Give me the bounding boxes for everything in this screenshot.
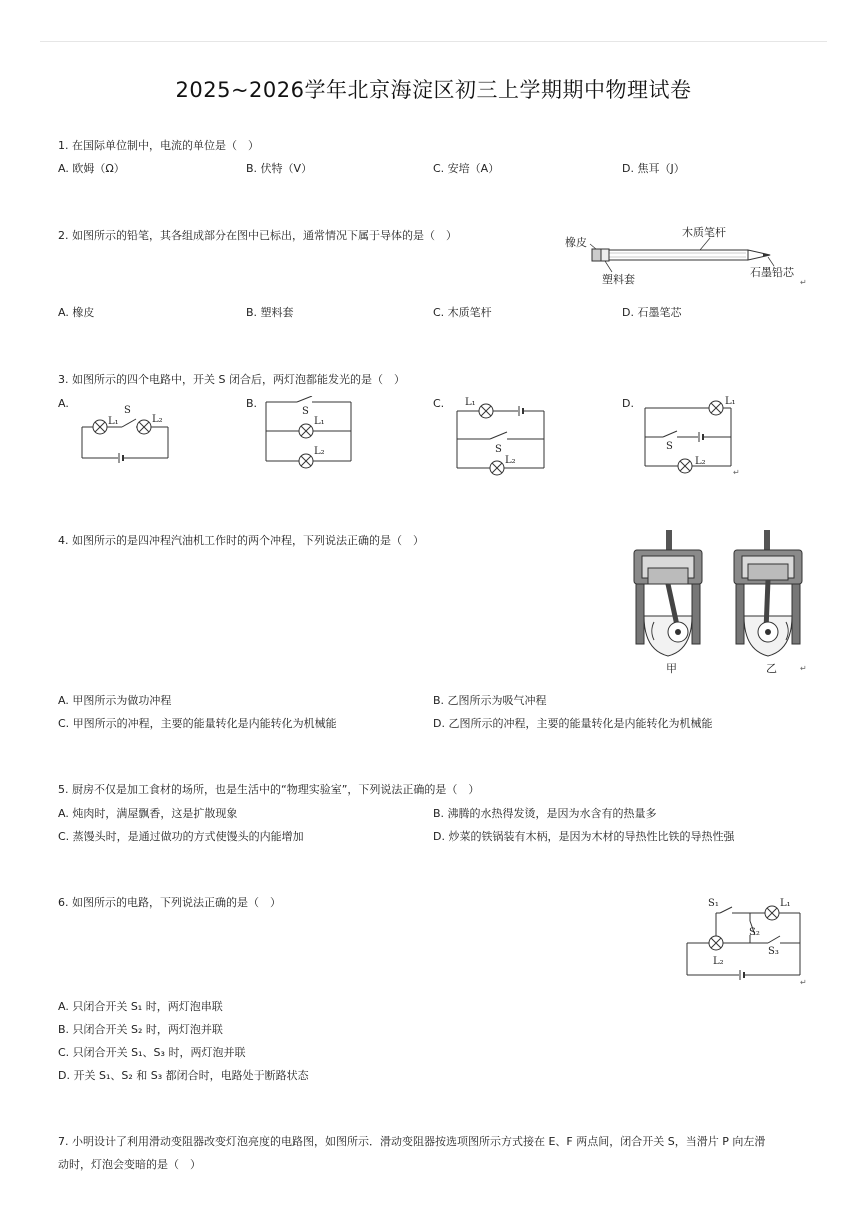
q3-stem: 3. 如图所示的四个电路中，开关 S 闭合后，两灯泡都能发光的是（ ） xyxy=(58,373,405,386)
engine-yi xyxy=(734,530,802,656)
label-l1: L₁ xyxy=(108,416,119,427)
q2-option-a[interactable]: A. 橡皮 xyxy=(58,306,95,319)
label-s1: S₁ xyxy=(708,898,719,909)
q5-option-b[interactable]: B. 沸腾的水热得发烫，是因为水含有的热量多 xyxy=(433,807,657,820)
q5-stem: 5. 厨房不仅是加工食材的场所，也是生活中的“物理实验室”，下列说法正确的是（ ） xyxy=(58,783,480,796)
q3-option-c[interactable]: C. xyxy=(433,397,445,410)
q5-option-d[interactable]: D. 炒菜的铁锅装有木柄，是因为木材的导热性比铁的导热性强 xyxy=(433,830,735,843)
para-mark: ↵ xyxy=(800,664,807,673)
q5-option-c[interactable]: C. 蒸馒头时，是通过做功的方式使馒头的内能增加 xyxy=(58,830,304,843)
label-l1: L₁ xyxy=(314,416,325,427)
circuit-b xyxy=(262,396,357,472)
label-jia: 甲 xyxy=(666,662,677,675)
label-s2: S₂ xyxy=(749,927,760,938)
q1-option-a[interactable]: A. 欧姆（Ω） xyxy=(58,162,125,175)
q7-stem-line2: 动时，灯泡会变暗的是（ ） xyxy=(58,1158,201,1171)
engine-figure xyxy=(626,530,806,678)
q5-option-a[interactable]: A. 炖肉时，满屋飘香，这是扩散现象 xyxy=(58,807,238,820)
q1-stem: 1. 在国际单位制中，电流的单位是（ ） xyxy=(58,139,259,152)
q2-option-b[interactable]: B. 塑料套 xyxy=(246,306,294,319)
para-mark: ↵ xyxy=(733,468,740,477)
q3-option-a[interactable]: A. xyxy=(58,397,69,410)
q6-option-d[interactable]: D. 开关 S₁、S₂ 和 S₃ 都闭合时，电路处于断路状态 xyxy=(58,1069,309,1082)
para-mark: ↵ xyxy=(800,278,807,287)
label-plastic-sleeve: 塑料套 xyxy=(602,273,635,286)
q3-option-d[interactable]: D. xyxy=(622,397,634,410)
q2-option-d[interactable]: D. 石墨笔芯 xyxy=(622,306,682,319)
label-l2: L₂ xyxy=(695,456,706,467)
q4-option-c[interactable]: C. 甲图所示的冲程，主要的能量转化是内能转化为机械能 xyxy=(58,717,337,730)
q4-option-b[interactable]: B. 乙图所示为吸气冲程 xyxy=(433,694,547,707)
label-s: S xyxy=(495,444,502,455)
q1-option-c[interactable]: C. 安培（A） xyxy=(433,162,500,175)
label-l2: L₂ xyxy=(713,956,724,967)
q1-option-d[interactable]: D. 焦耳（J） xyxy=(622,162,685,175)
circuit-a xyxy=(78,396,173,466)
label-l1: L₁ xyxy=(780,898,791,909)
circuit-q6 xyxy=(680,893,805,985)
q3-option-b[interactable]: B. xyxy=(246,397,258,410)
para-mark: ↵ xyxy=(800,978,807,987)
q6-stem: 6. 如图所示的电路，下列说法正确的是（ ） xyxy=(58,896,281,909)
q6-option-b[interactable]: B. 只闭合开关 S₂ 时，两灯泡并联 xyxy=(58,1023,223,1036)
circuit-d xyxy=(640,396,740,478)
q7-stem-line1: 7. 小明设计了利用滑动变阻器改变灯泡亮度的电路图，如图所示．滑动变阻器按选项图所示方式接在 E、F 两点间，闭合开关 S，当滑片 P 向左滑 xyxy=(58,1135,766,1148)
label-graphite-lead: 石墨铅芯 xyxy=(750,266,794,279)
q4-stem: 4. 如图所示的是四冲程汽油机工作时的两个冲程，下列说法正确的是（ ） xyxy=(58,534,424,547)
q1-option-b[interactable]: B. 伏特（V） xyxy=(246,162,313,175)
label-s3: S₃ xyxy=(768,946,779,957)
label-s: S xyxy=(124,405,131,416)
engine-jia xyxy=(634,530,702,656)
q4-option-a[interactable]: A. 甲图所示为做功冲程 xyxy=(58,694,172,707)
label-yi: 乙 xyxy=(766,662,777,675)
q4-option-d[interactable]: D. 乙图所示的冲程，主要的能量转化是内能转化为机械能 xyxy=(433,717,713,730)
q6-option-c[interactable]: C. 只闭合开关 S₁、S₃ 时，两灯泡并联 xyxy=(58,1046,246,1059)
top-divider xyxy=(40,41,827,42)
q2-option-c[interactable]: C. 木质笔杆 xyxy=(433,306,492,319)
label-rubber: 橡皮 xyxy=(565,236,587,249)
label-l1: L₁ xyxy=(725,396,736,407)
q2-stem: 2. 如图所示的铅笔，其各组成部分在图中已标出，通常情况下属于导体的是（ ） xyxy=(58,229,457,242)
label-l2: L₂ xyxy=(152,414,163,425)
pencil-figure xyxy=(560,222,810,288)
circuit-c xyxy=(452,392,552,478)
label-s: S xyxy=(302,406,309,417)
label-l2: L₂ xyxy=(314,446,325,457)
label-s: S xyxy=(666,441,673,452)
label-l2: L₂ xyxy=(505,455,516,466)
label-wood-shaft: 木质笔杆 xyxy=(682,226,726,239)
q6-option-a[interactable]: A. 只闭合开关 S₁ 时，两灯泡串联 xyxy=(58,1000,223,1013)
page-title: 2025~2026学年北京海淀区初三上学期期中物理试卷 xyxy=(175,78,692,102)
label-l1: L₁ xyxy=(465,397,476,408)
